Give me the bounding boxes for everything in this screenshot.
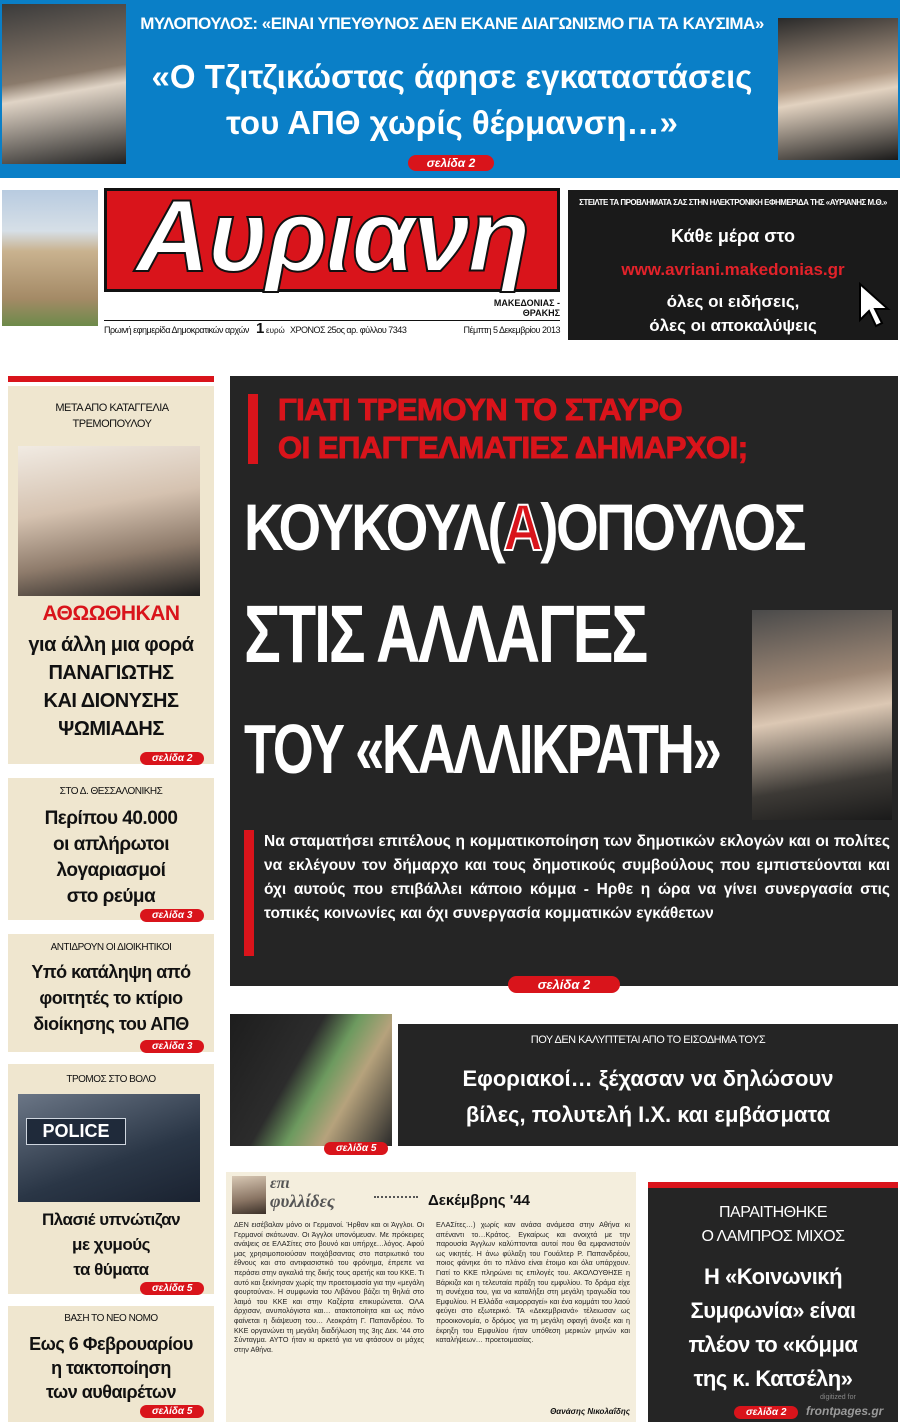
banner-headline-1: «Ο Τζιτζικώστας άφησε εγκαταστάσεις bbox=[151, 58, 753, 95]
column-author: Θανάσης Νικολαΐδης bbox=[550, 1407, 630, 1416]
masthead-date: Πέμπτη 5 Δεκεμβρίου 2013 bbox=[463, 325, 560, 335]
sidebar-5-page-tag: σελίδα 5 bbox=[140, 1405, 204, 1418]
column-text-left: ΔΕΝ εισέβαλαν μόνο οι Γερμανοί. Ήρθαν και οι Άγγλοι. Οι Γερμανοί σκότωναν. Οι Άγγλοι υπονόμευαν. Με πρόκειρες ανάψεις σε ΕΛΑΣίτες στο βουνό και υπήρχε…λόγος. Αφού μας χρησιμοποιούσαν ποιχάβσαντας στο πατριωτικό του έθνους και στο αντιφασιστικό του φρόνημα, έπρεπε να περάσει στην αγκαλιά της δικής τους αρετής και του ΚΚΕ. Τι αυτό και ξεκίνησαν χωρίς την προετοιμασία για την «μεγάλη φουρτούνα». Η συμφωνία του Λιβάνου βάζει τη θηλιά στο λαιμό του ΚΚΕ και στην Καζέρτα επικυρώνεται. ΟΛΑ άρχισαν, ανυπολόγιστα και… ατακτοποίητα και ως πόνο φαίνεται η διάψευση του… Λεοκράτη Γ. Παπανδρέου. Το ΚΚΕ οργανώνει τη μεγάλη διαδήλωση της 3ης Δεκ. '44 στο Σύνταγμα. ΑΥΤΟ ήταν κι αρκετό για να φτάσουν οι μάχες στην Αθήνα. bbox=[234, 1220, 424, 1354]
sidebar-3-page-tag: σελίδα 3 bbox=[140, 1040, 204, 1053]
tax-photo bbox=[230, 1014, 392, 1146]
sidebar-1-photo bbox=[18, 446, 200, 596]
sidebar-1-red-headline: ΑΘΩΩΘΗΚΑΝ bbox=[42, 602, 180, 625]
column-title: Δεκέμβρης '44 bbox=[428, 1192, 531, 1209]
banner-kicker bbox=[126, 14, 778, 34]
sidebar-1-line-2: ΠΑΝΑΓΙΩΤΗΣ bbox=[48, 662, 174, 684]
sidebar-4-page-tag: σελίδα 5 bbox=[140, 1282, 204, 1295]
sidebar-5-line-1: Εως 6 Φεβρουαρίου bbox=[29, 1334, 193, 1354]
column-dots bbox=[374, 1196, 418, 1198]
politician-photo-left bbox=[2, 4, 126, 164]
sidebar-2-line-3: λογαριασμοί bbox=[56, 860, 166, 881]
sidebar-1-page-tag: σελίδα 2 bbox=[140, 752, 204, 765]
tax-kicker: ΠΟΥ ΔΕΝ ΚΑΛΥΠΤΕΤΑΙ ΑΠΟ ΤΟ ΕΙΣΟΔΗΜΑ ΤΟΥΣ bbox=[530, 1034, 766, 1046]
sidebar-5-line-2: η τακτοποίηση bbox=[51, 1358, 171, 1378]
resign-line-2: Συμφωνία» είναι bbox=[690, 1298, 856, 1323]
sidebar-2-kicker: ΣΤΟ Δ. ΘΕΣΣΑΛΟΝΙΚΗΣ bbox=[59, 786, 163, 797]
main-headline-1 bbox=[244, 490, 805, 564]
question-red-marker bbox=[248, 394, 258, 464]
sidebar-1-line-3: ΚΑΙ ΔΙΟΝΥΣΗΣ bbox=[43, 690, 179, 712]
sidebar-1-kicker: ΜΕΤΑ ΑΠΟ ΚΑΤΑΓΓΕΛΙΑ ΤΡΕΜΟΠΟΥΛΟΥ bbox=[55, 402, 169, 430]
banner-page-tag: σελίδα 2 bbox=[408, 155, 494, 171]
main-headline-1-red-letter: Α bbox=[503, 490, 541, 564]
sidebar-5-line-3: των αυθαιρέτων bbox=[45, 1382, 177, 1402]
sidebar-2-page-tag: σελίδα 3 bbox=[140, 909, 204, 922]
promo-line-4: όλες οι αποκαλύψεις bbox=[649, 316, 817, 335]
column-brand bbox=[270, 1176, 335, 1210]
tax-headline-2: βίλες, πολυτελή Ι.Χ. και εμβάσματα bbox=[465, 1102, 831, 1127]
masthead-region: ΜΑΚΕΔΟΝΙΑΣ - ΘΡΑΚΗΣ bbox=[493, 298, 560, 318]
resign-kicker-2: Ο ΛΑΜΠΡΟΣ ΜΙΧΟΣ bbox=[701, 1228, 845, 1245]
banner-kicker-quote: «ΕΙΝΑΙ ΥΠΕΥΘΥΝΟΣ ΔΕΝ ΕΚΑΝΕ ΔΙΑΓΩΝΙΣΜΟ ΓΙΑ ΤΑ ΚΑΥΣΙΜΑ» bbox=[261, 14, 764, 33]
main-lead: Να σταματήσει επιτέλους η κομματικοποίηση των δημοτικών εκλογών και οι πολίτες να εκλέγουν τον δήμαρχο και τους δημοτικούς συμβούλους που εμπιστεύονται και όχι αυτούς που επιβάλλει κάποιο κόμμα - Ηρθε η ώρα να γίνει συνεργασία στις τοπικές κοινωνίες και όχι συνεργασία κομματικών εγκάθετων bbox=[264, 833, 890, 922]
resign-page-tag: σελίδα 2 bbox=[734, 1406, 798, 1419]
masthead-issue: ΧΡΟΝΟΣ 25ος αρ. φύλλου 7343 bbox=[290, 325, 407, 335]
tax-page-tag: σελίδα 5 bbox=[324, 1142, 388, 1155]
sidebar-3-line-3: διοίκησης του ΑΠΘ bbox=[33, 1014, 189, 1034]
sidebar-top-bar bbox=[8, 376, 214, 382]
sidebar-2-line-4: στο ρεύμα bbox=[66, 886, 156, 907]
tax-headline-1: Εφοριακοί… ξέχασαν να δηλώσουν bbox=[462, 1066, 834, 1091]
promo-url-link[interactable]: www.avriani.makedonias.gr bbox=[621, 260, 845, 279]
banner-headline-2: του ΑΠΘ χωρίς θέρμανση…» bbox=[226, 104, 678, 141]
main-headline-2: ΣΤΙΣ ΑΛΛΑΓΕΣ bbox=[244, 589, 647, 680]
main-question-2: ΟΙ ΕΠΑΓΓΕΛΜΑΤΙΕΣ ΔΗΜΑΡΧΟΙ; bbox=[278, 430, 748, 465]
main-headline-1-c: )ΟΠΟΥΛΟΣ bbox=[540, 490, 805, 564]
digitized-credit: digitized for bbox=[820, 1394, 856, 1401]
sidebar-1-line-1: για άλλη μια φορά bbox=[28, 634, 194, 656]
sidebar-3-line-1: Υπό κατάληψη από bbox=[31, 962, 191, 982]
sidebar-4-photo-text: POLICE bbox=[26, 1118, 126, 1145]
columnist-photo bbox=[232, 1176, 266, 1214]
column-brand-1: επι bbox=[270, 1175, 290, 1192]
masthead-price-num: 1 bbox=[256, 320, 265, 337]
sidebar-5-kicker: ΒΑΣΗ ΤΟ ΝΕΟ ΝΟΜΟ bbox=[64, 1313, 158, 1324]
main-page-tag: σελίδα 2 bbox=[508, 976, 620, 993]
column-brand-2: φυλλίδες bbox=[270, 1191, 335, 1211]
sidebar-4-line-1: Πλασιέ υπνώτιζαν bbox=[41, 1210, 181, 1229]
sidebar-4-photo bbox=[18, 1094, 200, 1202]
sidebar-4-line-2: με χυμούς bbox=[72, 1235, 150, 1254]
promo-line-2: Κάθε μέρα στο bbox=[670, 226, 796, 246]
sidebar-4-line-3: τα θύματα bbox=[73, 1260, 149, 1279]
resign-line-4: της κ. Κατσέλη» bbox=[693, 1366, 853, 1391]
banner-kicker-name: ΜΥΛΟΠΟΥΛΟΣ: bbox=[140, 14, 258, 33]
masthead-tagline: Πρωινή εφημερίδα Δημοκρατικών αρχών bbox=[104, 325, 249, 335]
resign-kicker-1: ΠΑΡΑΙΤΗΘΗΚΕ bbox=[719, 1204, 827, 1221]
column-text-right: ΕΛΑΣίτες…) χωρίς καν ανάσα ανάμεσα στην Αθήνα κι απέναντι το…Κράτος. Εγκαίρως και ανοιχτά με την παρουσία Άγγλων καλύπτονται αυτοί που θα εμφανιστούν ως νικητές. Η άνω φύλαξη του Γουάλτερ Ρ. Παπανδρέου, ποιος φάνηκε ότι το πλάνο είναι έτοιμο και όλα υπάρχουν. Γιατί το ΚΚΕ πληρώνει τις επιλογές του. ΑΚΟΛΟΥΘΗΣΕ η Βάρκιζα και η τελευταία πράξη του εμφυλίου. Το δράμα είχε τη συνέχεια του, για να καταλήξει στη μεγάλη τραγωδία του Εμφυλίου. Η Ελλάδα «αιμορραγεί» και ένα κομμάτι του λαού φεύγει στο εξωτερικό. ΤΑ «Δεκεμβριανά» τέλειωσαν ως προοικονομία, ο δρόμος για τη μεγάλη σφαγή άνοιξε και η έκρηξη του Εμφυλίου ήταν υπόθεση μερικών μηνών και καταλήψεων… προετοιμασίας. bbox=[436, 1220, 630, 1345]
resign-line-1: Η «Κοινωνική bbox=[703, 1264, 843, 1289]
resign-line-3: πλέον το «κόμμα bbox=[688, 1332, 858, 1357]
main-headline-1-a: ΚΟΥΚΟΥΛ( bbox=[244, 490, 504, 564]
cursor-arrow-icon bbox=[858, 282, 892, 328]
lead-red-marker bbox=[244, 830, 254, 956]
main-headline-3: ΤΟΥ «ΚΑΛΛΙΚΡΑΤΗ» bbox=[244, 710, 720, 788]
masthead-title: Αυριανη bbox=[135, 179, 529, 293]
promo-line-1: ΣΤΕΙΛΤΕ ΤΑ ΠΡΟΒΛΗΜΑΤΑ ΣΑΣ ΣΤΗΝ ΗΛΕΚΤΡΟΝΙΚΗ ΕΦΗΜΕΡΙΔΑ ΤΗΣ «ΑΥΡΙΑΝΗΣ Μ.Θ.» bbox=[579, 198, 887, 207]
promo-line-3: όλες οι ειδήσεις, bbox=[666, 292, 800, 311]
sidebar-1-line-4: ΨΩΜΙΑΔΗΣ bbox=[58, 718, 164, 740]
sidebar-4-kicker: ΤΡΟΜΟΣ ΣΤΟ ΒΟΛΟ bbox=[66, 1074, 156, 1085]
koukoulopoulos-photo bbox=[752, 610, 892, 820]
sidebar-2-line-2: οι απλήρωτοι bbox=[53, 834, 169, 855]
main-question-1: ΓΙΑΤΙ ΤΡΕΜΟΥΝ ΤΟ ΣΤΑΥΡΟ bbox=[278, 392, 683, 427]
masthead-price-unit: ευρώ bbox=[266, 326, 285, 335]
white-tower-photo bbox=[2, 190, 98, 326]
sidebar-2-line-1: Περίπου 40.000 bbox=[44, 808, 178, 829]
frontpages-watermark: frontpages.gr bbox=[806, 1404, 884, 1418]
politician-photo-right bbox=[778, 18, 898, 160]
sidebar-3-kicker: ΑΝΤΙΔΡΟΥΝ ΟΙ ΔΙΟΙΚΗΤΙΚΟΙ bbox=[50, 942, 172, 953]
sidebar-3-line-2: φοιτητές το κτίριο bbox=[39, 988, 183, 1008]
